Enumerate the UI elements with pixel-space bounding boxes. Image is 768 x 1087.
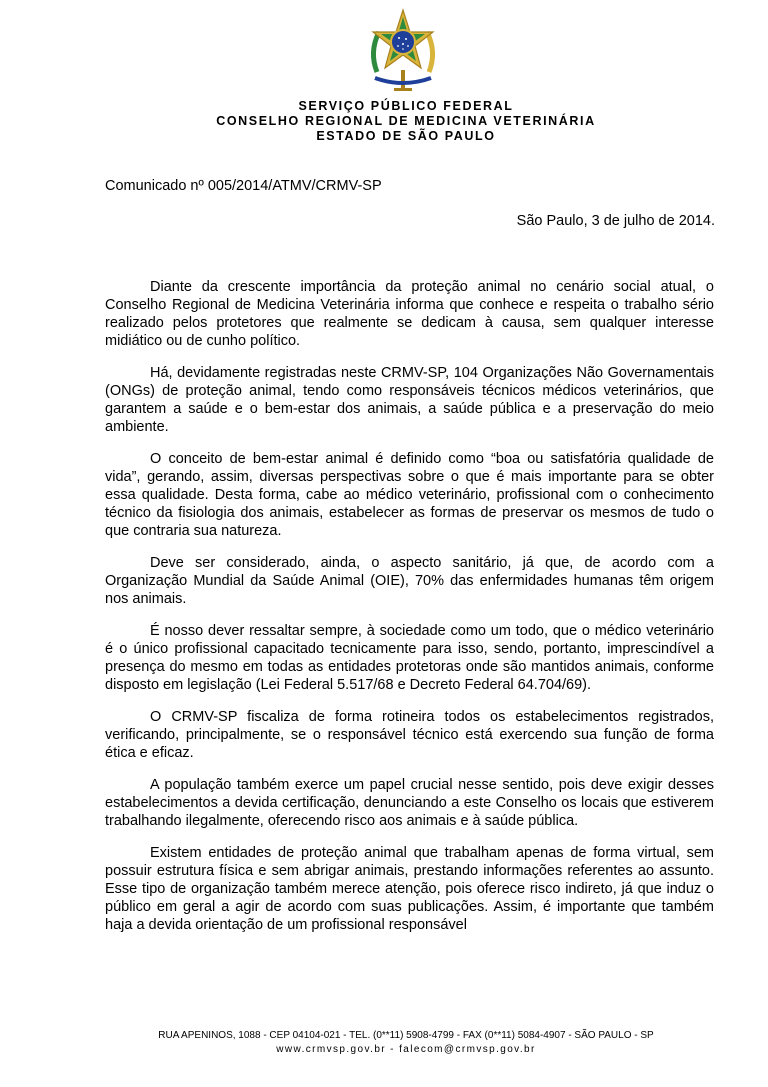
letterhead bbox=[0, 99, 768, 144]
letterhead-line-3: ESTADO DE SÃO PAULO bbox=[316, 129, 496, 143]
paragraph: Existem entidades de proteção animal que trabalham apenas de forma virtual, sem possuir estrutura física e sem abrigar animais, prestando informações referentes ao assunto. Esse tipo de organização também merece atenção, pois oferece risco indireto, já que induz o público em geral a agir de acordo com suas publicações. Assim, é importante que também haja a devida orientação de um profissional responsável bbox=[105, 845, 714, 933]
document-date: São Paulo, 3 de julho de 2014. bbox=[516, 213, 715, 229]
document-reference: Comunicado nº 005/2014/ATMV/CRMV-SP bbox=[105, 178, 382, 194]
paragraph: O conceito de bem-estar animal é definido como “boa ou satisfatória qualidade de vida”, gerando, assim, diversas perspectivas sobre o que é mais importante para se obter essa qualidade. Desta forma, cabe ao médico veterinário, profissional com o conhecimento técnico da fisiologia dos animais, estabelecer as formas de preservar os mesmos de tudo o que contraria sua natureza. bbox=[105, 451, 714, 539]
footer-address: RUA APENINOS, 1088 - CEP 04104-021 - TEL. (0**11) 5908-4799 - FAX (0**11) 5084-4907 - SÃO PAULO - SP bbox=[158, 1030, 654, 1041]
coat-of-arms-icon bbox=[363, 8, 443, 94]
paragraph: Deve ser considerado, ainda, o aspecto sanitário, já que, de acordo com a Organização Mundial da Saúde Animal (OIE), 70% das enfermidades humanas têm origem nos animais. bbox=[105, 555, 714, 607]
footer-contact: www.crmvsp.gov.br - falecom@crmvsp.gov.br bbox=[276, 1044, 536, 1055]
page-footer bbox=[0, 1029, 768, 1057]
paragraph: O CRMV-SP fiscaliza de forma rotineira todos os estabelecimentos registrados, verificando, principalmente, se o responsável técnico está exercendo sua função de forma ética e eficaz. bbox=[105, 709, 714, 761]
letterhead-line-2: CONSELHO REGIONAL DE MEDICINA VETERINÁRIA bbox=[216, 114, 596, 128]
paragraph: É nosso dever ressaltar sempre, à sociedade como um todo, que o médico veterinário é o único profissional capacitado tecnicamente para isso, sendo, portanto, imprescindível a presença do mesmo em todas as entidades protetoras onde são mantidos animais, conforme disposto em legislação (Lei Federal 5.517/68 e Decreto Federal 64.704/69). bbox=[105, 623, 714, 693]
document-body bbox=[105, 278, 714, 934]
paragraph: A população também exerce um papel crucial nesse sentido, pois deve exigir desses estabelecimentos a devida certificação, denunciando a este Conselho os locais que estiverem trabalhando ilegalmente, oferecendo risco aos animais e à saúde pública. bbox=[105, 777, 714, 829]
letterhead-line-1: SERVIÇO PÚBLICO FEDERAL bbox=[298, 99, 514, 113]
paragraph: Diante da crescente importância da proteção animal no cenário social atual, o Conselho Regional de Medicina Veterinária informa que conhece e respeita o trabalho sério realizado pelos protetores que realmente se dedicam à causa, sem qualquer interesse midiático ou de cunho político. bbox=[105, 279, 714, 349]
paragraph: Há, devidamente registradas neste CRMV-SP, 104 Organizações Não Governamentais (ONGs) de proteção animal, tendo como responsáveis técnicos médicos veterinários, que garantem a saúde e o bem-estar dos animais, a saúde pública e a preservação do meio ambiente. bbox=[105, 365, 714, 435]
